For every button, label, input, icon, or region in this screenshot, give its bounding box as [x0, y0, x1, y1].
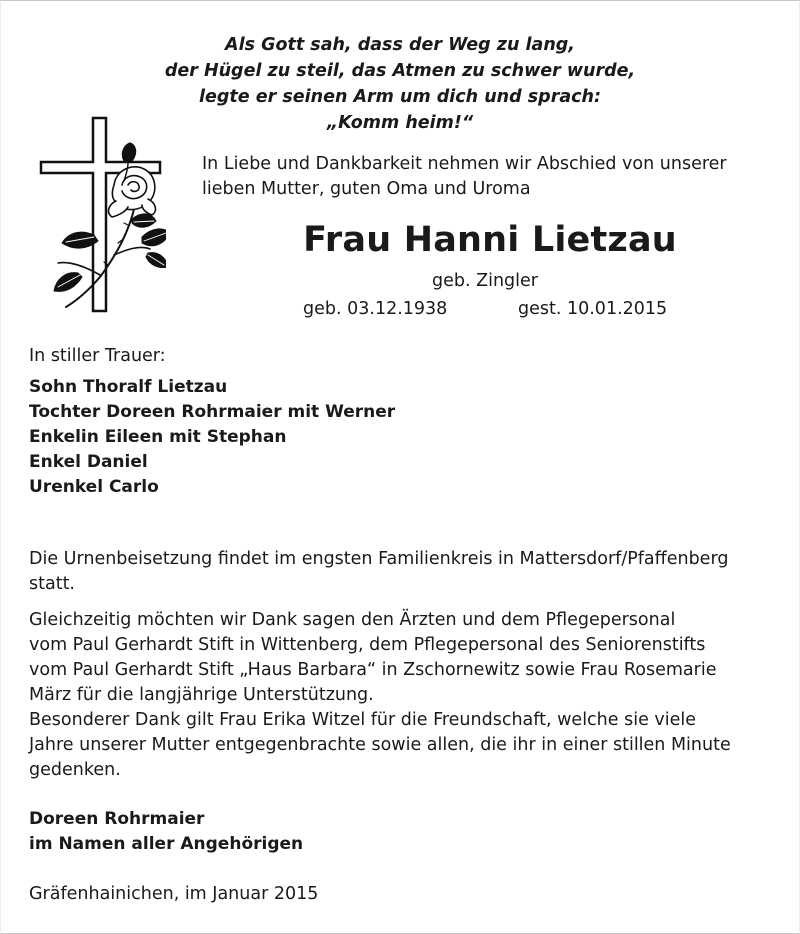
birth-date: geb. 03.12.1938 — [303, 299, 448, 319]
poem-line: der Hügel zu steil, das Atmen zu schwer wurde, — [164, 61, 636, 81]
place-and-date: Gräfenhainichen, im Januar 2015 — [29, 884, 319, 904]
mourners-list — [29, 375, 395, 500]
burial-paragraph — [29, 547, 789, 597]
signature-note: im Namen aller Angehörigen — [29, 834, 304, 854]
paragraph-line: Gleichzeitig möchten wir Dank sagen den Ärzten und dem Pflegepersonal — [29, 610, 676, 630]
paragraph-line: statt. — [29, 574, 75, 594]
death-date: gest. 10.01.2015 — [518, 299, 668, 319]
signature-block — [29, 807, 303, 857]
paragraph-line: Jahre unserer Mutter entgegenbrachte sowie allen, die ihr in einer stillen Minute — [29, 735, 731, 755]
cross-with-rose-icon — [36, 115, 166, 315]
intro-line: lieben Mutter, guten Oma und Uroma — [202, 179, 531, 199]
paragraph-line: März für die langjährige Unterstützung. — [29, 685, 374, 705]
farewell-intro — [202, 152, 792, 202]
signature-name: Doreen Rohrmaier — [29, 809, 205, 829]
paragraph-line: Besonderer Dank gilt Frau Erika Witzel für die Freundschaft, welche sie viele — [29, 710, 697, 730]
poem-line: „Komm heim!“ — [326, 113, 474, 133]
paragraph-line: vom Paul Gerhardt Stift in Wittenberg, dem Pflegepersonal des Seniorenstifts — [29, 635, 706, 655]
mourner-name: Sohn Thoralf Lietzau — [29, 377, 228, 397]
birth-name: geb. Zingler — [432, 271, 538, 291]
poem-line: Als Gott sah, dass der Weg zu lang, — [225, 35, 575, 55]
paragraph-line: Die Urnenbeisetzung findet im engsten Familienkreis in Mattersdorf/Pfaffenberg — [29, 549, 729, 569]
paragraph-line: gedenken. — [29, 760, 121, 780]
mourner-name: Enkelin Eileen mit Stephan — [29, 427, 287, 447]
deceased-name: Frau Hanni Lietzau — [303, 220, 677, 260]
intro-line: In Liebe und Dankbarkeit nehmen wir Abschied von unserer — [202, 154, 727, 174]
memorial-poem — [100, 32, 700, 136]
mourning-label: In stiller Trauer: — [29, 346, 166, 366]
paragraph-line: vom Paul Gerhardt Stift „Haus Barbara“ in Zschornewitz sowie Frau Rosemarie — [29, 660, 717, 680]
mourner-name: Tochter Doreen Rohrmaier mit Werner — [29, 402, 396, 422]
mourner-name: Urenkel Carlo — [29, 477, 159, 497]
mourner-name: Enkel Daniel — [29, 452, 148, 472]
poem-line: legte er seinen Arm um dich und sprach: — [199, 87, 601, 107]
thanks-paragraph — [29, 608, 789, 783]
